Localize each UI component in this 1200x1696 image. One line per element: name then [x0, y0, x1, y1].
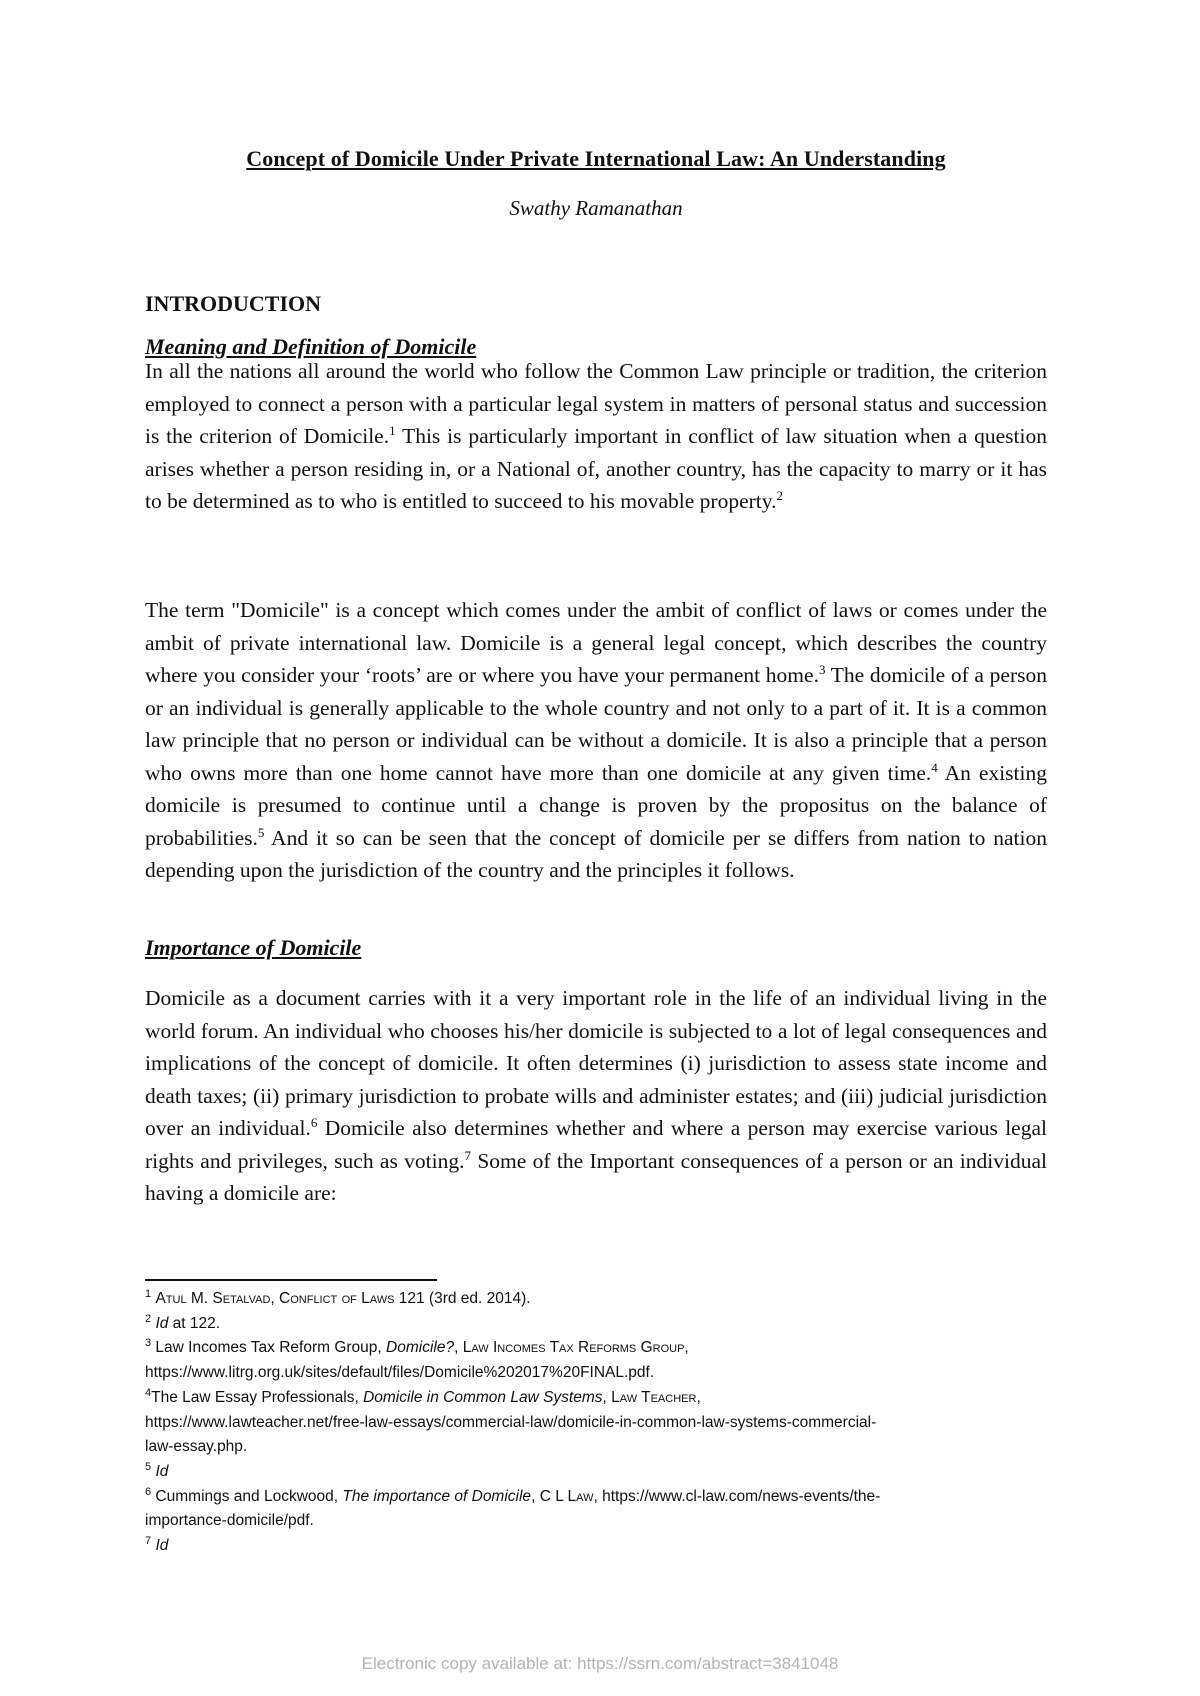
footnote-4-url[interactable]: https://www.lawteacher.net/free-law-essays/commercial-law/domicile-in-common-law-systems-commercial-	[145, 1413, 877, 1431]
footnote-ref-3: 3	[818, 661, 826, 677]
paragraph-1: In all the nations all around the world who follow the Common Law principle or tradition, the criterion employed to connect a person with a particular legal system in matters of personal status and succession is the criterion of Domicile.$^1$ This is particularly important in conflict of law situation when a question arises whether a person residing in, or a National of, another country, has the capacity to marry or it has to be determined as to who is entitled to succeed to his movable property.$^2$	[145, 359, 1047, 513]
footnote-6: $^6$ Cummings and Lockwood, The importance of Domicile, C L Law, https://www.cl-law.com/news-events/the- importance-domicile/pdf.	[145, 1485, 881, 1530]
footnotes	[145, 1287, 1047, 1559]
footnote-ref-4: 4	[931, 759, 938, 775]
footnote-7: $^7$ Id	[145, 1534, 169, 1555]
paper-title: Concept of Domicile Under Private International Law: An Understanding	[246, 146, 946, 171]
footnote-4: $^4$The Law Essay Professionals, Domicile in Common Law Systems, Law Teacher, https://www.lawteacher.net/free-law-essays/commercial-law/domicile-in-common-law-systems-commercial- law-essay.php.	[145, 1386, 877, 1456]
footnote-5: $^5$ Id	[145, 1460, 169, 1480]
section-heading-introduction: INTRODUCTION	[145, 291, 322, 316]
footnote-6-url-cont[interactable]: importance-domicile/pdf.	[145, 1512, 314, 1530]
footnote-ref-5: 5	[257, 824, 265, 840]
footnote-2: $^2$ Id at 122.	[145, 1312, 221, 1332]
footnote-ref-6: 6	[310, 1114, 318, 1130]
footnote-ref-2: 2	[776, 487, 783, 503]
footnote-separator	[145, 1279, 437, 1281]
footnote-4-url-cont[interactable]: law-essay.php.	[145, 1438, 248, 1456]
subheading-meaning-definition: Meaning and Definition of Domicile	[145, 334, 477, 359]
paragraph-2: The term "Domicile" is a concept which comes under the ambit of conflict of laws or comes under the ambit of private international law. Domicile is a general legal concept, which describes the country where you consider your ‘roots’ are or where you have your permanent home.$^3$ The domicile of a person or an individual is generally applicable to the whole country and not only to a part of it. It is a common law principle that no person or individual can be without a domicile. It is also a principle that a person who owns more than one home cannot have more than one domicile at any given time.$^4$ An existing domicile is presumed to continue until a change is proven by the propositus on the balance of probabilities.$^5$ And it so can be seen that the concept of domicile per se differs from nation to nation depending upon the jurisdiction of the country and the principles it follows.	[145, 598, 1047, 882]
footnote-3: $^3$ Law Incomes Tax Reform Group, Domicile?, Law Incomes Tax Reforms Group, https://www.litrg.org.uk/sites/default/files/Domicile%202017%20FINAL.pdf.	[145, 1337, 689, 1382]
footnote-ref-1: 1	[389, 422, 396, 438]
paragraph-3: Domicile as a document carries with it a very important role in the life of an individual living in the world forum. An individual who chooses his/her domicile is subjected to a lot of legal consequences and implications of the concept of domicile. It often determines (i) jurisdiction to assess state income and death taxes; (ii) primary jurisdiction to probate wills and administer estates; and (iii) judicial jurisdiction over an individual.$^6$ Domicile also determines whether and where a person may exercise various legal rights and privileges, such as voting.$^7$ Some of the Important consequences of a person or an individual having a domicile are:	[145, 986, 1047, 1205]
footnote-1: $^1$ Atul M. Setalvad, Conflict of Laws 121 (3rd ed. 2014).	[145, 1287, 531, 1307]
footnote-3-url[interactable]: https://www.litrg.org.uk/sites/default/files/Domicile%202017%20FINAL.pdf.	[145, 1364, 655, 1382]
footnote-ref-7: 7	[464, 1147, 471, 1163]
subheading-importance: Importance of Domicile	[145, 935, 362, 960]
footnote-6-url[interactable]: , https://www.cl-law.com/news-events/the-	[593, 1487, 881, 1505]
author-name: Swathy Ramanathan	[509, 196, 683, 220]
ssrn-footer[interactable]: Electronic copy available at: https://ssrn.com/abstract=3841048	[361, 1654, 839, 1673]
